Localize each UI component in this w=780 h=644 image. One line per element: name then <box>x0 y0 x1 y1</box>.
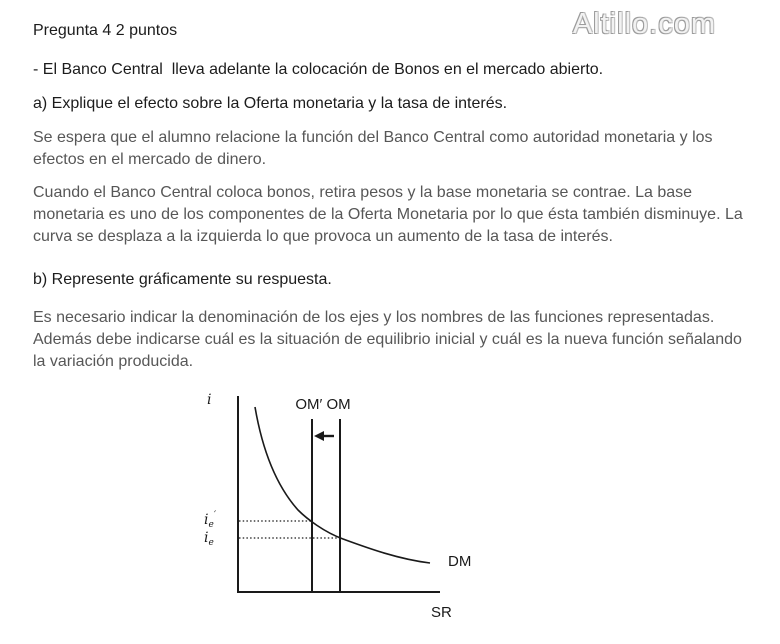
money-market-diagram <box>185 390 495 640</box>
part-a-paragraph-1: Se espera que el alumno relacione la función del Banco Central como autoridad monetaria y los efectos en el mercado de dinero. <box>33 129 713 168</box>
x-axis-label: SR <box>431 604 452 621</box>
part-b-paragraph: Es necesario indicar la denominación de los ejes y los nombres de las funciones representadas. Además debe indicarse cuál es la situación de equilibrio inicial y cuál es la nueva función señalando la variación producida. <box>33 309 742 370</box>
ie-prime-sub: e <box>208 520 214 530</box>
exercise-statement: - El Banco Central lleva adelante la colocación de Bonos en el mercado abierto. <box>33 61 604 78</box>
part-b-heading: b) Represente gráficamente su respuesta. <box>33 271 332 288</box>
ie-prime-base: i <box>204 512 209 528</box>
ie-base: i <box>204 530 209 546</box>
ie-prime-mark: ′ <box>213 510 217 521</box>
part-a-paragraph-2: Cuando el Banco Central coloca bonos, retira pesos y la base monetaria se contrae. La base monetaria es uno de los componentes de la Oferta Monetaria por lo que ésta también disminuye. La curva se desplaza a la izquierda lo que provoca un aumento de la tasa de interés. <box>33 184 743 245</box>
money-demand-curve <box>255 407 430 563</box>
ie-sub: e <box>208 538 214 548</box>
supply-curves-label: OM′ OM <box>295 396 351 413</box>
y-axis-label: i <box>207 392 212 408</box>
demand-curve-label: DM <box>448 553 472 570</box>
money-market-diagram-svg <box>185 390 495 640</box>
interest-rate-initial-label <box>204 530 214 548</box>
part-a-heading: a) Explique el efecto sobre la Oferta monetaria y la tasa de interés. <box>33 95 508 112</box>
interest-rate-new-label <box>204 510 217 530</box>
altillo-watermark-logo: Altillo.com <box>572 8 716 40</box>
question-title: Pregunta 4 2 puntos <box>33 22 178 39</box>
leftward-shift-arrow-icon <box>314 431 334 441</box>
